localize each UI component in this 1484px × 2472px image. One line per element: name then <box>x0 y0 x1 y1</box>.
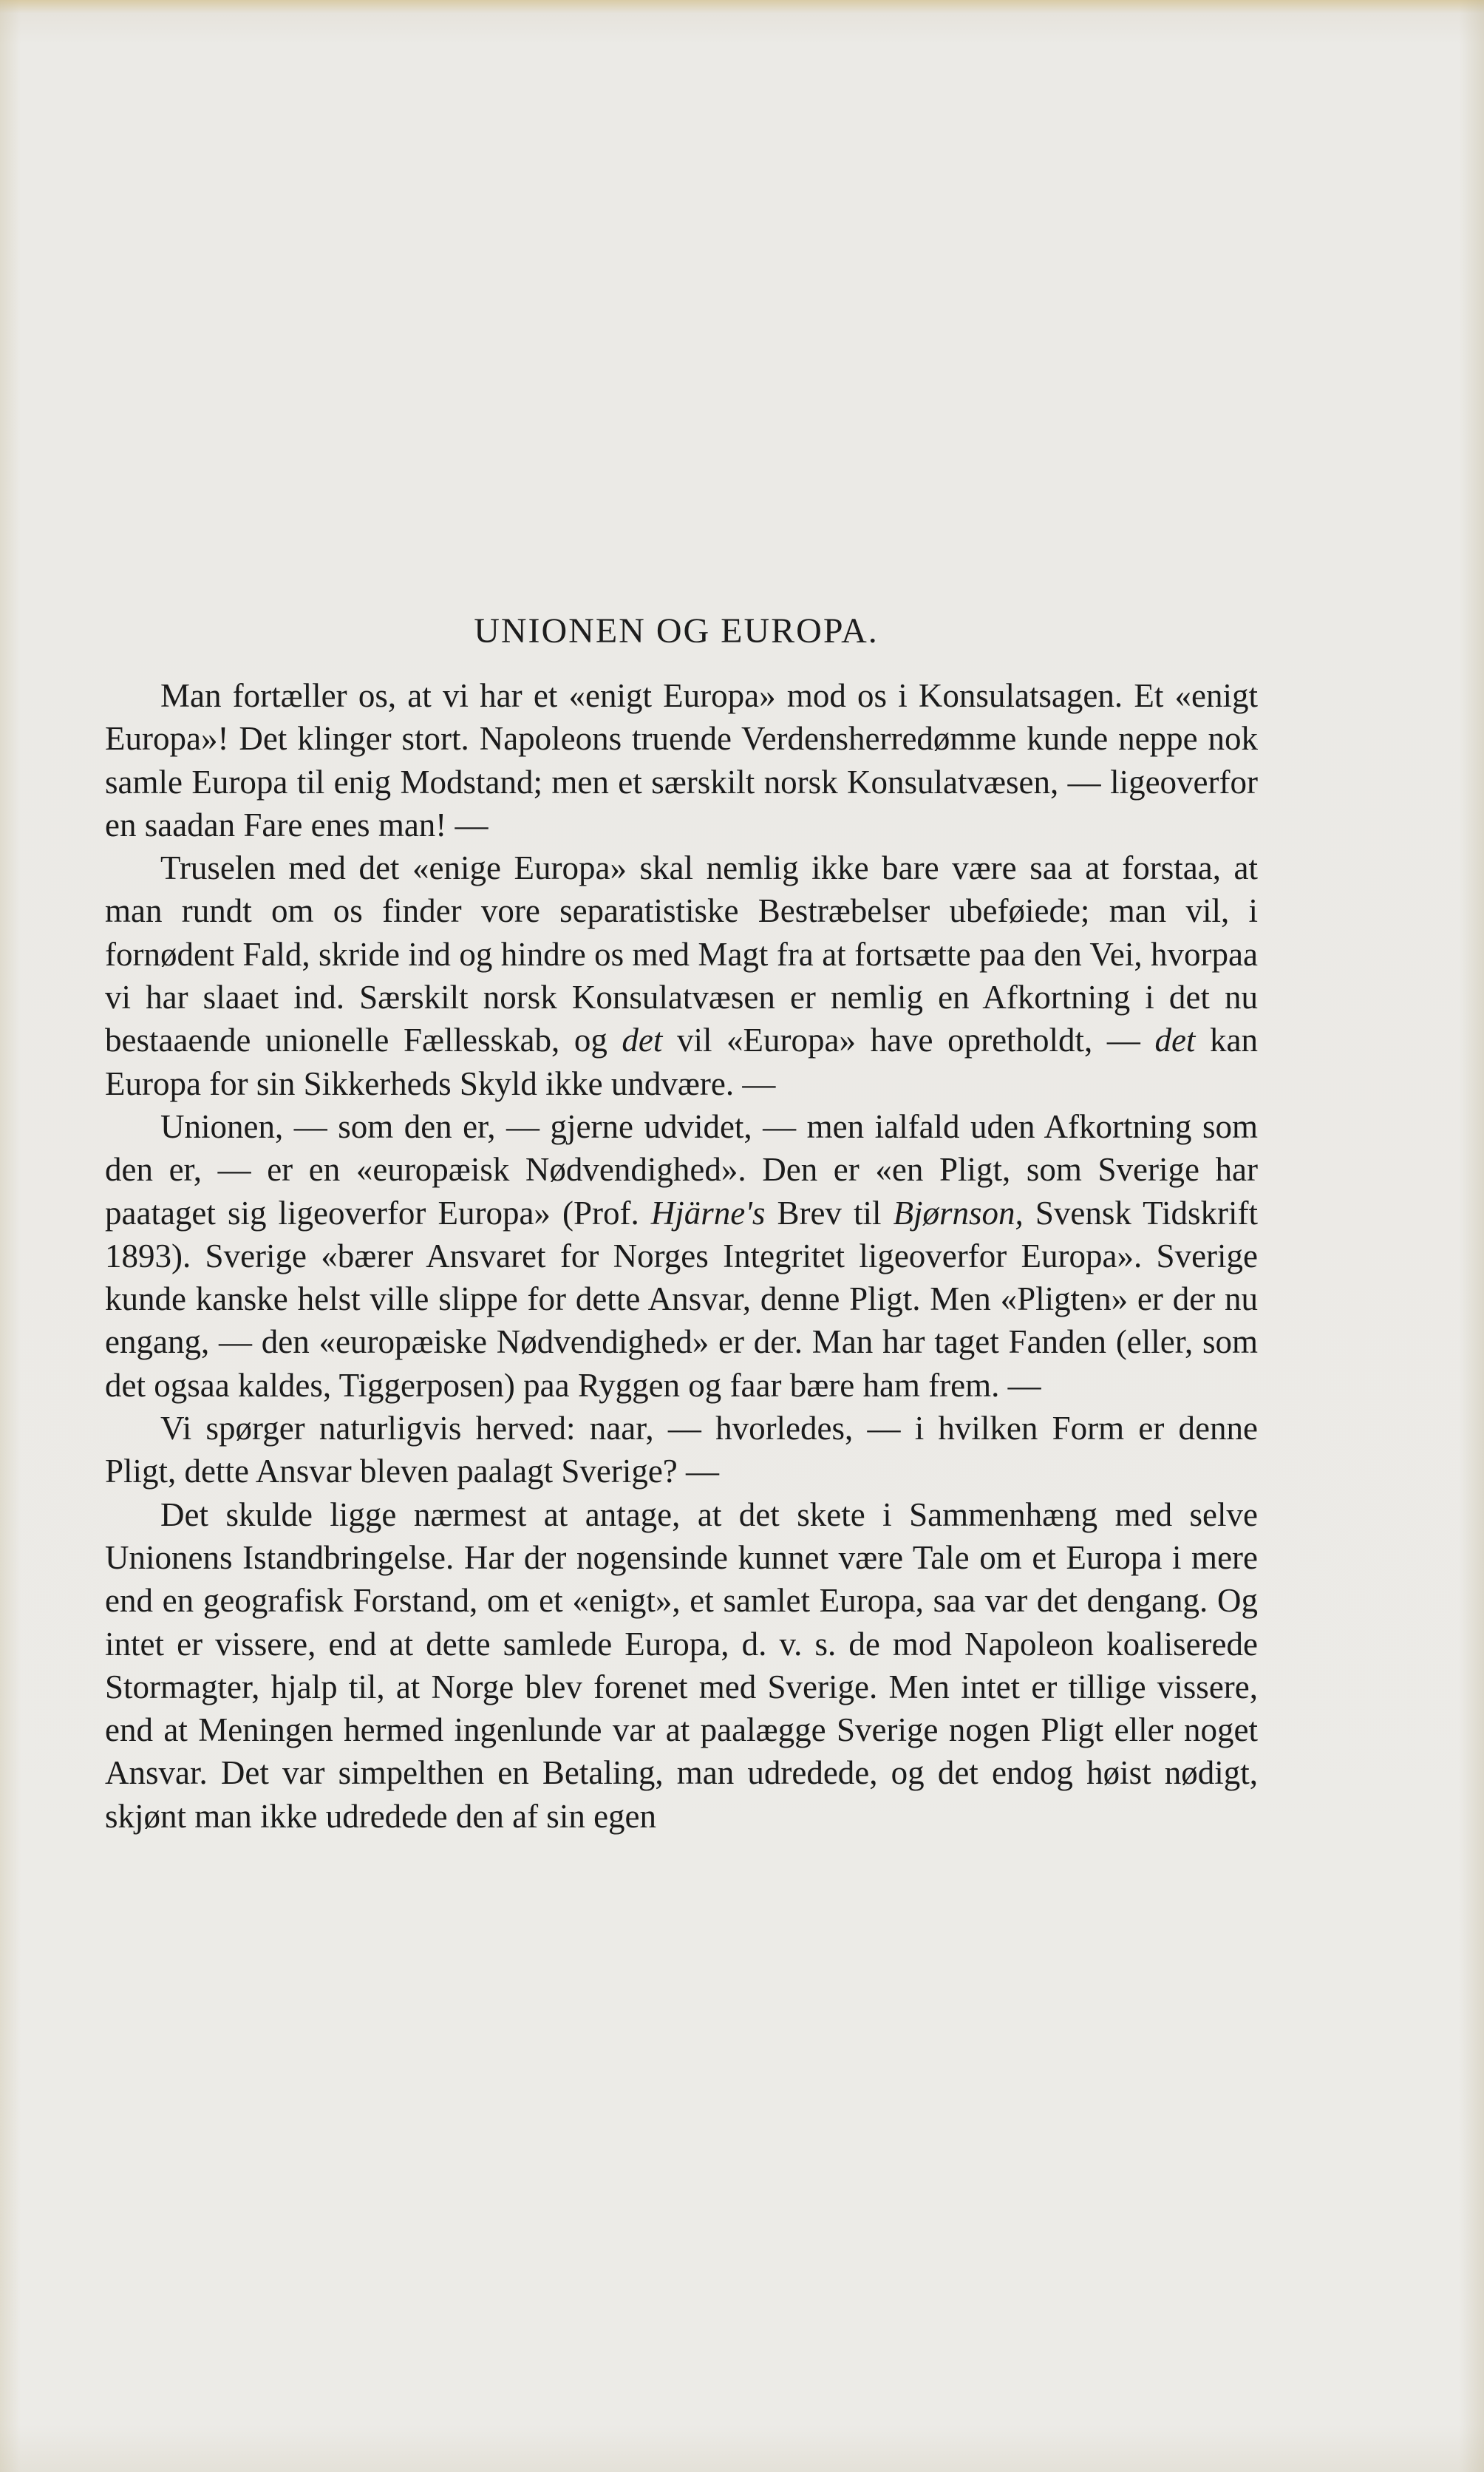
paragraph-text: Svensk Tidskrift 1893). Sverige «bærer Ansvaret for Norges Integritet ligeoverfor Europa». Sverige kunde kanske helst ville slippe for dette Ansvar, denne Pligt. Men «Pligten» er der nu engang, — den «europæiske Nødvendighed» er der. Man har taget Fanden (eller, som det ogsaa kaldes, Tiggerposen) paa Ryggen og faar bære ham frem. — <box>105 1194 1258 1404</box>
italic-text: Bjørnson, <box>893 1194 1024 1232</box>
paragraph-text: Unionen, — som den er, — gjerne udvidet, — men ialfald uden Afkortning som den er, — er en «europæisk Nødvendighed». Den er «en Pligt, som Sverige har paataget sig ligeoverfor Europa» (Prof. <box>105 1107 1258 1232</box>
paragraph-text: Det skulde ligge nærmest at antage, at det skete i Sammenhæng med selve Unionens Istandbringelse. Har der nogensinde kunnet være Tale om et Europa i mere end en geografisk Forstand, om et «enigt», et samlet Europa, saa var det dengang. Og intet er vissere, end at dette samlede Europa, d. v. s. de mod Napoleon koaliserede Stormagter, hjalp til, at Norge blev forenet med Sverige. Men intet er tillige vissere, end at Meningen hermed ingenlunde var at paalægge Sverige nogen Pligt eller noget Ansvar. Det var simpelthen en Betaling, man udredede, og det endog høist nødigt, skjønt man ikke udredede den af sin egen <box>105 1495 1258 1835</box>
paragraph-1 <box>105 674 1258 846</box>
paragraph-text: kan Europa for sin Sikkerheds Skyld ikke undvære. — <box>105 1022 1258 1102</box>
paragraph-text: Man fortæller os, at vi har et «enigt Europa» mod os i Konsulatsagen. Et «enigt Europa»! Det klinger stort. Napoleons truende Verdensherredømme kunde neppe nok samle Europa til enig Modstand; men et særskilt norsk Konsulatvæsen, — ligeoverfor en saadan Fare enes man! — <box>105 677 1258 843</box>
paragraph-text: Brev til <box>765 1194 894 1232</box>
paragraph-5 <box>105 1493 1258 1838</box>
italic-text: Hjärne's <box>650 1194 766 1232</box>
italic-text: det <box>622 1022 663 1059</box>
chapter-title: UNIONEN OG EUROPA. <box>474 611 879 651</box>
italic-text: det <box>1154 1022 1196 1059</box>
paragraph-3 <box>105 1105 1258 1407</box>
body-text <box>105 674 1258 1838</box>
paragraph-text: vil «Europa» have opretholdt, — <box>662 1022 1155 1059</box>
paragraph-text: Vi spørger naturligvis herved: naar, — hvorledes, — i hvilken Form er denne Pligt, dette Ansvar bleven paalagt Sverige? — <box>105 1410 1258 1490</box>
paragraph-4 <box>105 1407 1258 1493</box>
paragraph-text: Truselen med det «enige Europa» skal nemlig ikke bare være saa at forstaa, at man rundt om os finder vore separatistiske Bestræbelser ubeføiede; man vil, i fornødent Fald, skride ind og hindre os med Magt fra at fortsætte paa den Vei, hvorpaa vi har slaaet ind. Særskilt norsk Konsulatvæsen er nemlig en Afkortning i det nu bestaaende unionelle Fællesskab, og <box>105 849 1258 1059</box>
paragraph-2 <box>105 846 1258 1105</box>
